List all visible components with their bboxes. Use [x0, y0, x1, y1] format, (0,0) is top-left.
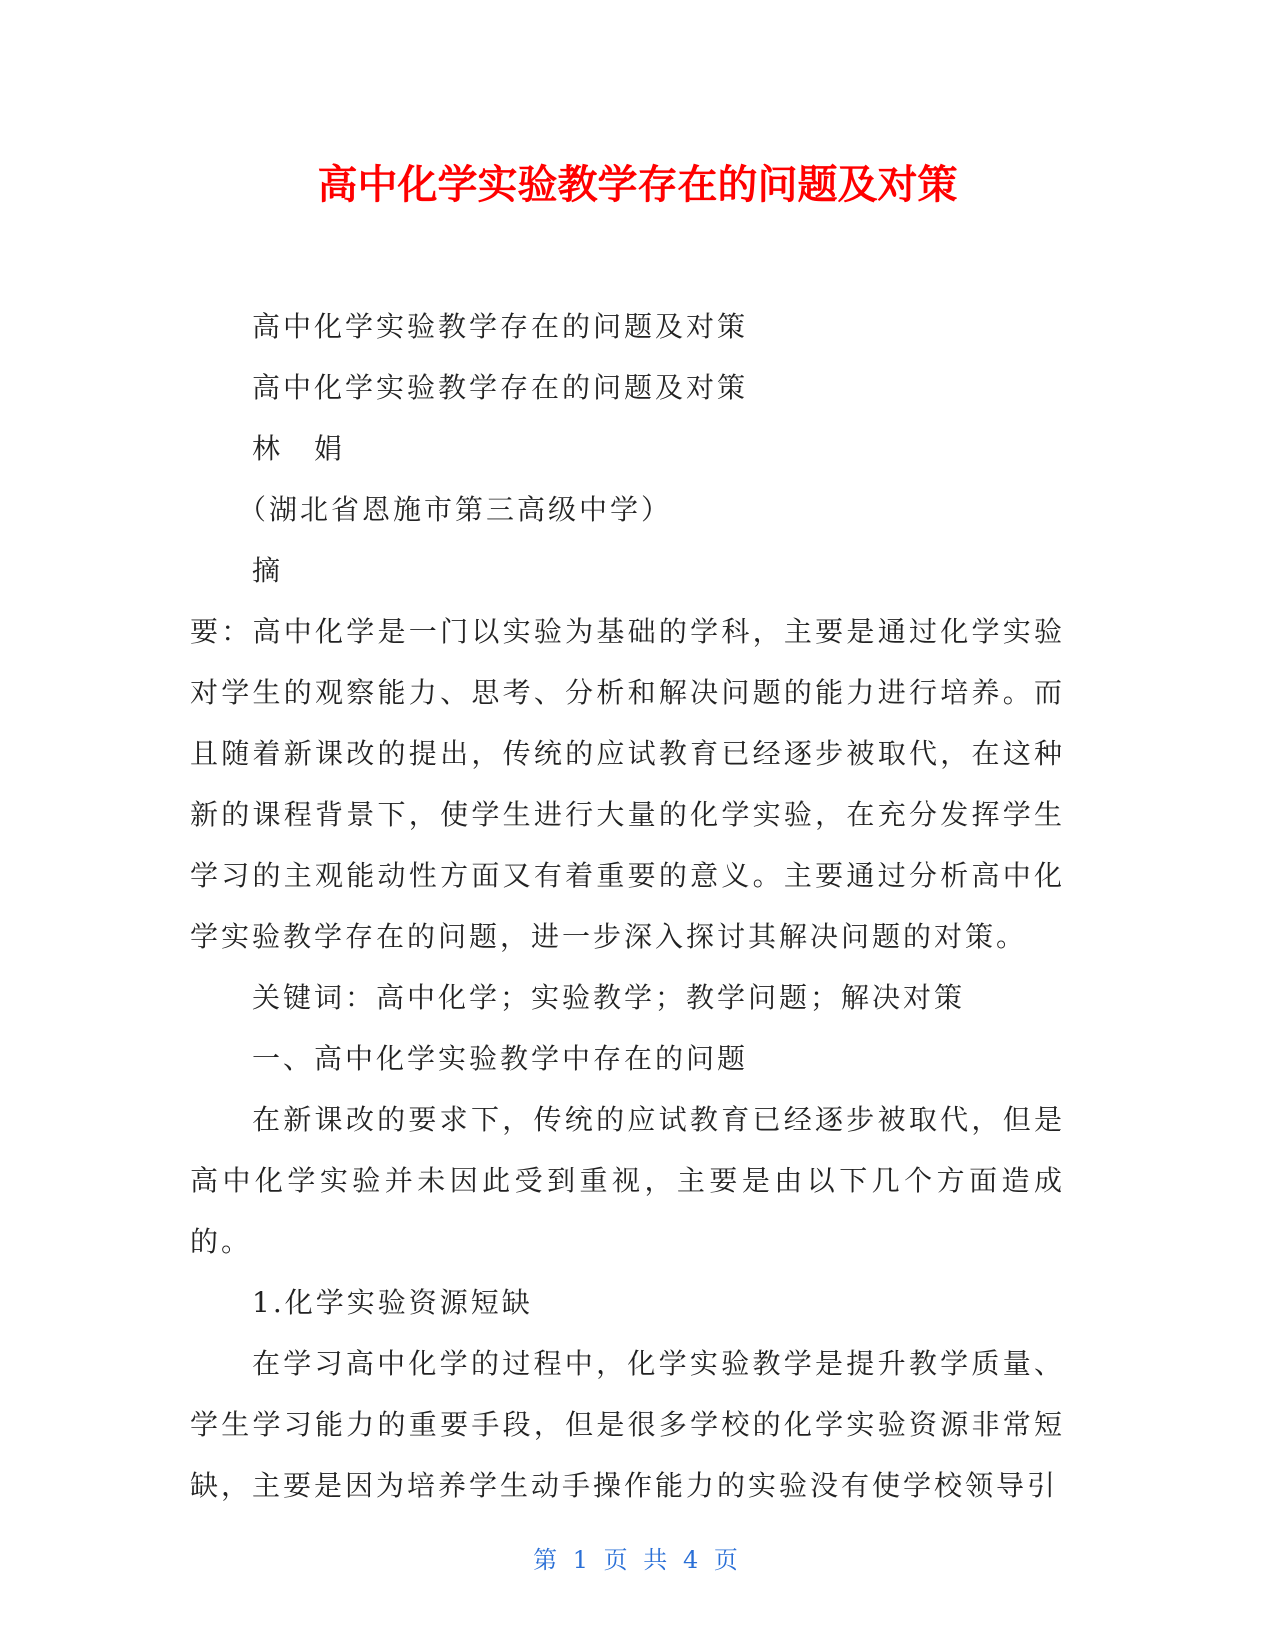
page-number-footer: 第 1 页 共 4 页: [533, 1546, 742, 1574]
author-name: 林 娟: [252, 432, 346, 465]
subsection-paragraph-1: 在学习高中化学的过程中，化学实验教学是提升教学质量、学生学习能力的重要手段，但是很多学校的化学实验资源非常短缺，主要是因为培养学生动手操作能力的实验没有使学校领导引: [190, 1347, 1065, 1502]
paragraph-heading-repeat-1: 高中化学实验教学存在的问题及对策: [252, 310, 749, 343]
document-title: 高中化学实验教学存在的问题及对策: [317, 162, 958, 208]
keywords: 关键词：高中化学；实验教学；教学问题；解决对策: [252, 981, 966, 1014]
section-heading-1: 一、高中化学实验教学中存在的问题: [252, 1042, 749, 1075]
subsection-heading-1: 1.化学实验资源短缺: [252, 1286, 533, 1319]
abstract-text: 要：高中化学是一门以实验为基础的学科，主要是通过化学实验对学生的观察能力、思考、分析和解决问题的能力进行培养。而且随着新课改的提出，传统的应试教育已经逐步被取代，在这种新的课程背景下，使学生进行大量的化学实验，在充分发挥学生学习的主观能动性方面又有着重要的意义。主要通过分析高中化学实验教学存在的问题，进一步深入探讨其解决问题的对策。: [190, 615, 1065, 953]
author-affiliation: （湖北省恩施市第三高级中学）: [238, 493, 673, 526]
document-body: [190, 296, 1065, 1516]
abstract-label: 摘: [252, 554, 284, 587]
section-paragraph-1: 在新课改的要求下，传统的应试教育已经逐步被取代，但是高中化学实验并未因此受到重视，主要是由以下几个方面造成的。: [190, 1103, 1065, 1258]
paragraph-heading-repeat-2: 高中化学实验教学存在的问题及对策: [252, 371, 749, 404]
